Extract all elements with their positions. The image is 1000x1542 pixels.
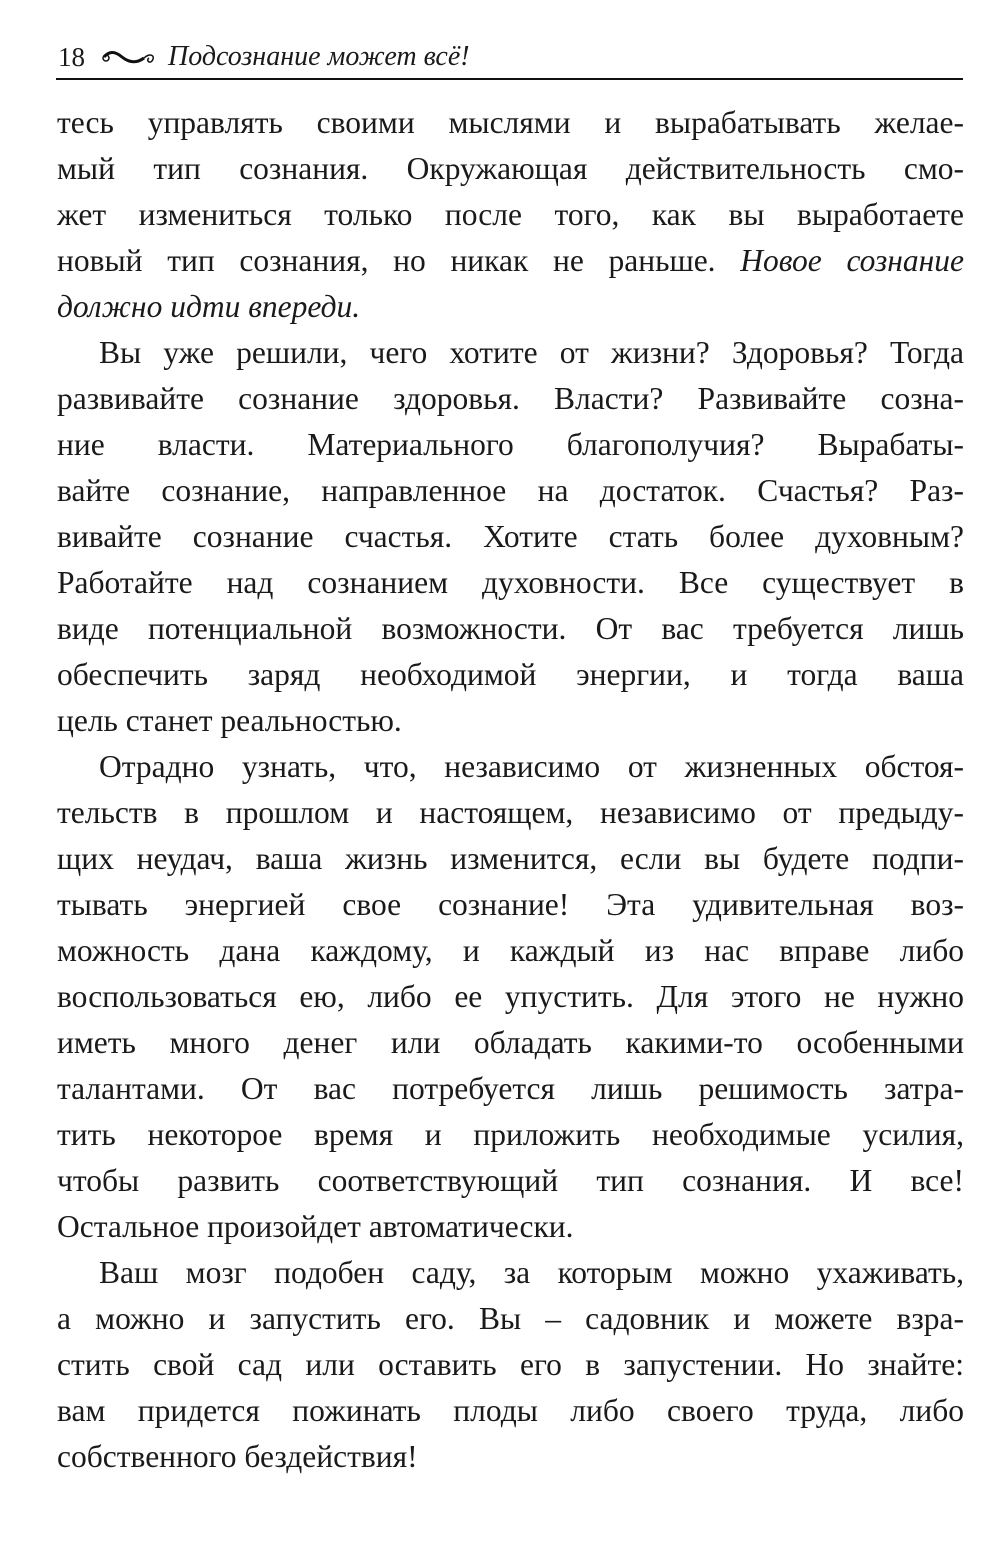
- line-text: а можно и запустить его. Вы – садовник и можете взра-: [57, 1301, 964, 1336]
- text-line: [57, 1112, 964, 1158]
- text-line: [57, 790, 964, 836]
- line-text: обеспечить заряд необходимой энергии, и тогда ваша: [57, 657, 964, 692]
- text-line: [57, 1204, 964, 1250]
- line-text: должно идти впереди.: [57, 289, 361, 324]
- text-line: [57, 1066, 964, 1112]
- text-line: [57, 928, 964, 974]
- text-line: [57, 514, 964, 560]
- text-line: [57, 376, 964, 422]
- line-text: цель станет реальностью.: [57, 703, 402, 738]
- text-line: [57, 330, 964, 376]
- line-text: Остальное произойдет автоматически.: [57, 1209, 574, 1244]
- running-title: Подсознание может всё!: [168, 41, 470, 72]
- text-line: [57, 698, 964, 744]
- line-text: талантами. От вас потребуется лишь решимость затра-: [57, 1071, 964, 1106]
- text-line: [57, 1434, 964, 1480]
- text-line: [57, 422, 964, 468]
- text-line: [57, 284, 964, 330]
- text-line: [57, 146, 964, 192]
- text-line: [57, 1296, 964, 1342]
- ornament-icon: [100, 48, 158, 68]
- text-line: [57, 836, 964, 882]
- line-text: тить некоторое время и приложить необходимые усилия,: [57, 1117, 964, 1152]
- text-line: [57, 974, 964, 1020]
- line-text: тесь управлять своими мыслями и вырабатывать желае-: [57, 105, 964, 140]
- line-text: Отрадно узнать, что, независимо от жизненных обстоя-: [99, 749, 964, 784]
- line-text: воспользоваться ею, либо ее упустить. Для этого не нужно: [57, 979, 964, 1014]
- line-text: Ваш мозг подобен саду, за которым можно ухаживать,: [99, 1255, 964, 1290]
- line-text: щих неудач, ваша жизнь изменится, если вы будете подпи-: [57, 841, 964, 876]
- line-text: ние власти. Материального благополучия? Вырабаты-: [57, 427, 964, 462]
- paragraph: [57, 744, 964, 1250]
- line-text: вам придется пожинать плоды либо своего труда, либо: [57, 1393, 964, 1428]
- line-text: Работайте над сознанием духовности. Все существует в: [57, 565, 964, 600]
- line-text: можность дана каждому, и каждый из нас вправе либо: [57, 933, 964, 968]
- text-line: [57, 744, 964, 790]
- page-body: [57, 100, 964, 1480]
- line-text: жет измениться только после того, как вы выработаете: [57, 197, 964, 232]
- text-line: [57, 606, 964, 652]
- italic-emphasis: Новое сознание: [740, 243, 965, 278]
- text-line: [57, 192, 964, 238]
- text-line: [57, 238, 964, 284]
- line-text: собственного бездействия!: [57, 1439, 418, 1474]
- text-line: [57, 560, 964, 606]
- text-line: [57, 468, 964, 514]
- text-line: [57, 1020, 964, 1066]
- line-text: виде потенциальной возможности. От вас требуется лишь: [57, 611, 964, 646]
- line-text: Вы уже решили, чего хотите от жизни? Здоровья? Тогда: [99, 335, 964, 370]
- line-text: тельств в прошлом и настоящем, независимо от предыду-: [57, 795, 964, 830]
- paragraph: [57, 100, 964, 330]
- line-text: вайте сознание, направленное на достаток. Счастья? Раз-: [57, 473, 964, 508]
- line-text: чтобы развить соответствующий тип сознания. И все!: [57, 1163, 964, 1198]
- text-line: [57, 652, 964, 698]
- page-number: 18: [58, 42, 85, 72]
- line-text: развивайте сознание здоровья. Власти? Развивайте созна-: [57, 381, 964, 416]
- line-text: новый тип сознания, но никак не раньше.: [57, 243, 741, 278]
- text-line: [57, 1388, 964, 1434]
- text-line: [57, 1158, 964, 1204]
- paragraph: [57, 1250, 964, 1480]
- text-line: [57, 1342, 964, 1388]
- line-text: вивайте сознание счастья. Хотите стать более духовным?: [57, 519, 964, 554]
- line-text: мый тип сознания. Окружающая действительность смо-: [57, 151, 964, 186]
- line-text: тывать энергией свое сознание! Эта удивительная воз-: [57, 887, 964, 922]
- line-text: стить свой сад или оставить его в запустении. Но знайте:: [57, 1347, 964, 1382]
- line-text: иметь много денег или обладать какими-то особенными: [57, 1025, 964, 1060]
- text-line: [57, 1250, 964, 1296]
- text-line: [57, 882, 964, 928]
- paragraph: [57, 330, 964, 744]
- text-line: [57, 100, 964, 146]
- running-header: [56, 40, 963, 80]
